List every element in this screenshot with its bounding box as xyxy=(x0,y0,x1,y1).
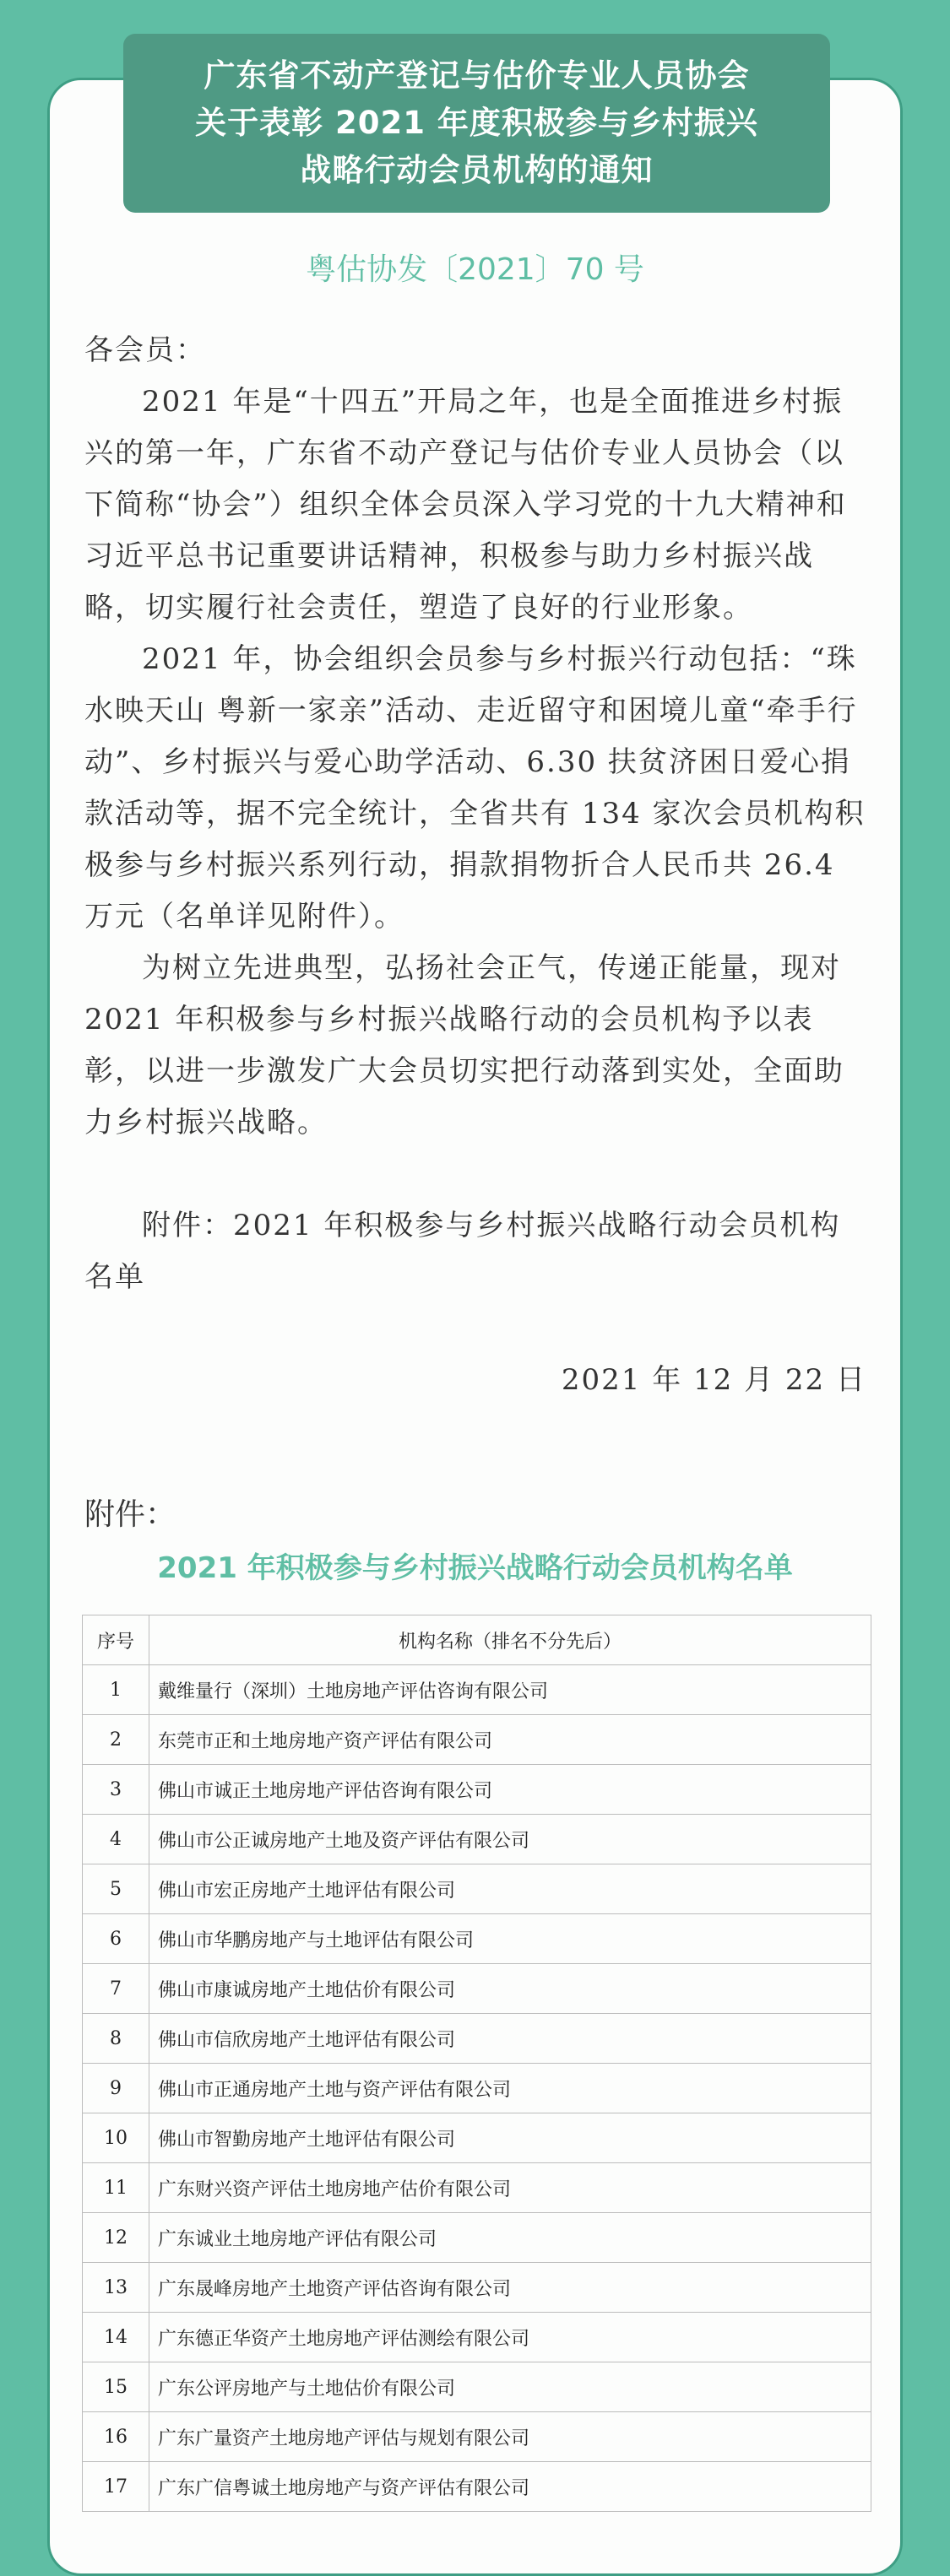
body-paragraph-3: 为树立先进典型，弘扬社会正气，传递正能量，现对 2021 年积极参与乡村振兴战略行动的会员机构予以表彰，以进一步激发广大会员切实把行动落到实处，全面助力乡村振兴战略。 xyxy=(84,951,844,1139)
table-row xyxy=(83,1864,871,1914)
row-number: 8 xyxy=(83,2014,149,2064)
row-number: 17 xyxy=(83,2462,149,2512)
row-organization-name: 广东广量资产土地房地产评估与规划有限公司 xyxy=(149,2412,871,2462)
row-number: 4 xyxy=(83,1815,149,1864)
table-header-row xyxy=(83,1615,871,1665)
row-organization-name: 广东财兴资产评估土地房地产估价有限公司 xyxy=(149,2163,871,2213)
table-row xyxy=(83,2014,871,2064)
table-row xyxy=(83,2113,871,2163)
row-organization-name: 佛山市诚正土地房地产评估咨询有限公司 xyxy=(149,1765,871,1815)
row-organization-name: 戴维量行（深圳）土地房地产评估咨询有限公司 xyxy=(149,1665,871,1715)
row-number: 12 xyxy=(83,2213,149,2263)
notice-body xyxy=(84,325,870,1406)
row-number: 13 xyxy=(83,2263,149,2313)
row-organization-name: 广东诚业土地房地产评估有限公司 xyxy=(149,2213,871,2263)
notice-title xyxy=(123,34,830,213)
paragraph-spacer xyxy=(84,1149,870,1200)
member-table xyxy=(82,1615,871,2512)
table-row xyxy=(83,2362,871,2412)
row-number: 1 xyxy=(83,1665,149,1715)
row-number: 14 xyxy=(83,2313,149,2362)
row-number: 10 xyxy=(83,2113,149,2163)
row-organization-name: 佛山市公正诚房地产土地及资产评估有限公司 xyxy=(149,1815,871,1864)
row-organization-name: 广东广信粤诚土地房地产与资产评估有限公司 xyxy=(149,2462,871,2512)
row-number: 3 xyxy=(83,1765,149,1815)
annex-title: 2021 年积极参与乡村振兴战略行动会员机构名单 xyxy=(157,1551,793,1585)
row-number: 15 xyxy=(83,2362,149,2412)
table-row xyxy=(83,1665,871,1715)
body-paragraph-2: 2021 年，协会组织会员参与乡村振兴行动包括：“珠水映天山 粤新一家亲”活动、走近留守和困境儿童“牵手行动”、乡村振兴与爱心助学活动、6.30 扶贫济困日爱心捐款活动等，据不完全统计，全省共有 134 家次会员机构积极参与乡村振兴系列行动，捐款捐物折合人民币共 26.4 万元（名单详见附件）。 xyxy=(84,642,866,934)
table-row xyxy=(83,1914,871,1964)
table-row xyxy=(83,2412,871,2462)
row-number: 2 xyxy=(83,1715,149,1765)
row-organization-name: 佛山市智勤房地产土地评估有限公司 xyxy=(149,2113,871,2163)
notice-title-line-2: 关于表彰 2021 年度积极参与乡村振兴 xyxy=(195,105,758,141)
table-row xyxy=(83,1715,871,1765)
row-number: 7 xyxy=(83,1964,149,2014)
attachment-note: 附件：2021 年积极参与乡村振兴战略行动会员机构名单 xyxy=(84,1209,841,1294)
row-number: 11 xyxy=(83,2163,149,2213)
notice-title-line-3: 战略行动会员机构的通知 xyxy=(300,152,654,188)
row-number: 6 xyxy=(83,1914,149,1964)
column-header-name: 机构名称（排名不分先后） xyxy=(149,1615,871,1665)
table-row xyxy=(83,2064,871,2113)
row-organization-name: 佛山市康诚房地产土地估价有限公司 xyxy=(149,1964,871,2014)
row-organization-name: 广东德正华资产土地房地产评估测绘有限公司 xyxy=(149,2313,871,2362)
row-organization-name: 佛山市信欣房地产土地评估有限公司 xyxy=(149,2014,871,2064)
row-organization-name: 佛山市正通房地产土地与资产评估有限公司 xyxy=(149,2064,871,2113)
table-row xyxy=(83,2163,871,2213)
table-row xyxy=(83,2313,871,2362)
notice-title-line-1: 广东省不动产登记与估价专业人员协会 xyxy=(204,57,750,94)
row-organization-name: 广东晟峰房地产土地资产评估咨询有限公司 xyxy=(149,2263,871,2313)
body-paragraph-1: 2021 年是“十四五”开局之年，也是全面推进乡村振兴的第一年，广东省不动产登记与估价专业人员协会（以下简称“协会”）组织全体会员深入学习党的十九大精神和习近平总书记重要讲话精神，积极参与助力乡村振兴战略，切实履行社会责任，塑造了良好的行业形象。 xyxy=(84,385,847,625)
table-row xyxy=(83,2213,871,2263)
table-row xyxy=(83,1964,871,2014)
table-row xyxy=(83,1815,871,1864)
annex-label: 附件： xyxy=(84,1497,176,1532)
row-number: 9 xyxy=(83,2064,149,2113)
document-number: 粤估协发〔2021〕70 号 xyxy=(306,252,644,287)
issue-date: 2021 年 12 月 22 日 xyxy=(561,1363,866,1397)
row-organization-name: 佛山市华鹏房地产与土地评估有限公司 xyxy=(149,1914,871,1964)
row-number: 5 xyxy=(83,1864,149,1914)
row-organization-name: 佛山市宏正房地产土地评估有限公司 xyxy=(149,1864,871,1914)
row-organization-name: 广东公评房地产与土地估价有限公司 xyxy=(149,2362,871,2412)
table-row xyxy=(83,2263,871,2313)
row-number: 16 xyxy=(83,2412,149,2462)
row-organization-name: 东莞市正和土地房地产资产评估有限公司 xyxy=(149,1715,871,1765)
table-row xyxy=(83,1765,871,1815)
table-row xyxy=(83,2462,871,2512)
salutation: 各会员： xyxy=(84,333,206,367)
column-header-number: 序号 xyxy=(83,1615,149,1665)
